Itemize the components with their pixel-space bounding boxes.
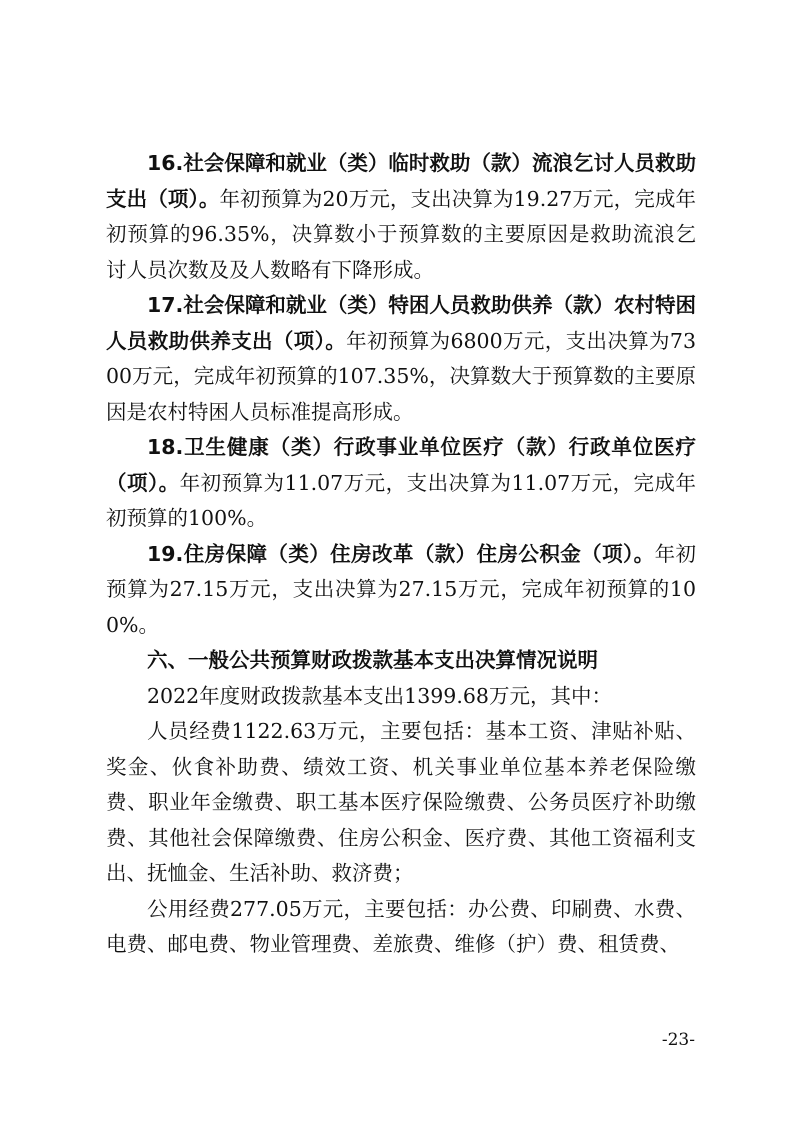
item-16-text: 年初预算为20万元，支出决算为19.27万元，完成年初预算的96.35%，决算数小于预算数的主要原因是救助流浪乞讨人员次数及及人数略有下降形成。 <box>106 186 696 282</box>
item-16-paragraph <box>106 146 696 288</box>
section-heading: 六、一般公共预算财政拨款基本支出决算情况说明 <box>147 648 598 672</box>
item-19-title: 19.住房保障（类）住房改革（款）住房公积金（项）。 <box>147 541 655 566</box>
public-expenses-paragraph: 公用经费277.05万元，主要包括：办公费、印刷费、水费、电费、邮电费、物业管理费、差旅费、维修（护）费、租赁费、 <box>106 896 696 956</box>
page-content <box>106 146 696 963</box>
item-18-title: 18.卫生健康（类）行政事业单位医疗（款）行政单位医疗（项）。 <box>106 435 696 495</box>
item-17-title: 17.社会保障和就业（类）特困人员救助供养（款）农村特困人员救助供养支出（项）。 <box>106 293 696 353</box>
item-17-paragraph <box>106 288 696 430</box>
item-18-paragraph <box>106 430 696 537</box>
item-18-text: 年初预算为11.07万元，支出决算为11.07万元，完成年初预算的100%。 <box>106 470 697 530</box>
page-number: -23- <box>661 1030 695 1050</box>
basic-expenditure-summary: 2022年度财政拨款基本支出1399.68万元，其中： <box>147 683 612 708</box>
item-17-text: 年初预算为6800万元，支出决算为7300万元，完成年初预算的107.35%，决算数大于预算数的主要原因是农村特困人员标准提高形成。 <box>106 328 697 424</box>
item-16-title: 16.社会保障和就业（类）临时救助（款）流浪乞讨人员救助支出（项）。 <box>106 151 696 211</box>
personnel-expenses-paragraph: 人员经费1122.63万元，主要包括：基本工资、津贴补贴、奖金、伙食补助费、绩效工资、机关事业单位基本养老保险缴费、职业年金缴费、职工基本医疗保险缴费、公务员医疗补助缴费、其他社会保障缴费、住房公积金、医疗费、其他工资福利支出、抚恤金、生活补助、救济费； <box>106 719 696 885</box>
item-19-paragraph <box>106 537 696 644</box>
item-19-text: 年初预算为27.15万元，支出决算为27.15万元，完成年初预算的100%。 <box>106 541 696 637</box>
